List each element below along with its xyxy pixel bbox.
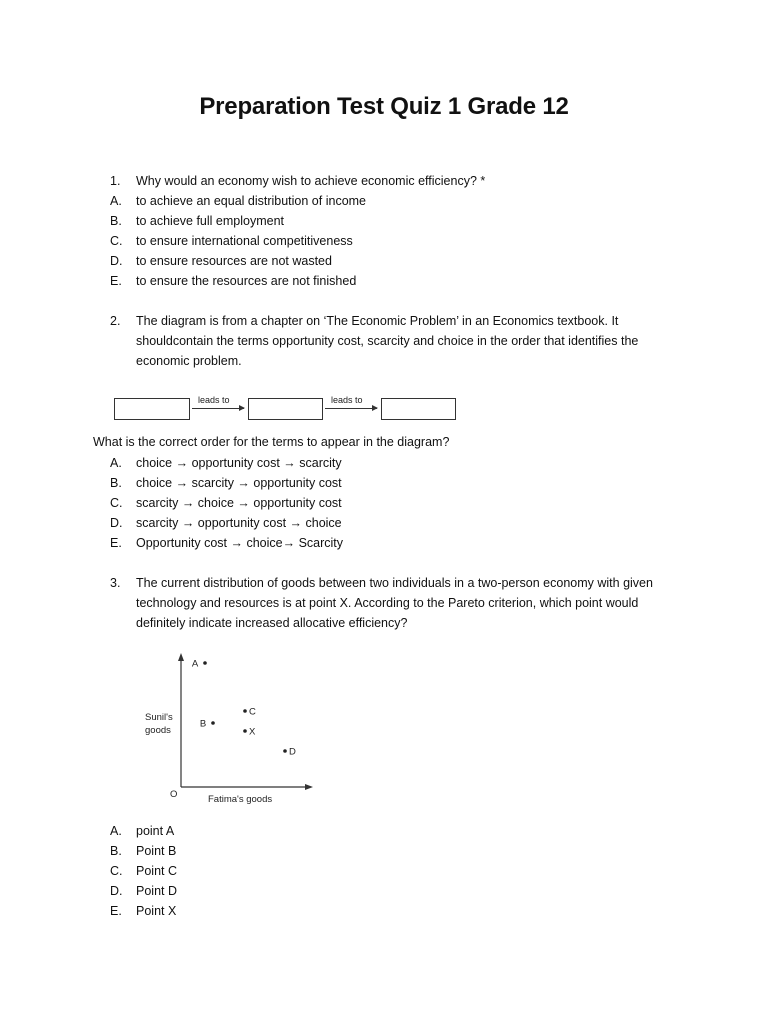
point-x-label: X bbox=[249, 726, 256, 738]
option-letter: D. bbox=[110, 516, 123, 530]
plot-points bbox=[192, 659, 296, 758]
flow-empty-box bbox=[248, 398, 323, 420]
option-letter: E. bbox=[110, 904, 122, 918]
option-text: choice → scarcity → opportunity cost bbox=[136, 476, 342, 490]
option-text: Point D bbox=[136, 884, 177, 898]
option-text: Point C bbox=[136, 864, 177, 878]
option-letter: A. bbox=[110, 456, 122, 470]
option-letter: B. bbox=[110, 844, 122, 858]
y-axis-label-line-1: Sunil's bbox=[145, 712, 173, 723]
option-text: scarcity → choice → opportunity cost bbox=[136, 496, 342, 510]
point-c-label: C bbox=[249, 706, 256, 718]
point-a-dot bbox=[203, 661, 207, 665]
option-text: Point X bbox=[136, 904, 177, 918]
option-text: Opportunity cost → choice→ Scarcity bbox=[136, 536, 344, 550]
origin-label: O bbox=[170, 789, 178, 800]
option-text: point A bbox=[136, 824, 175, 838]
flow-arrow bbox=[192, 408, 244, 409]
option-letter: E. bbox=[110, 536, 122, 550]
option-letter: B. bbox=[110, 214, 122, 228]
point-a-label: A bbox=[191, 658, 199, 670]
x-axis-label: Fatima's goods bbox=[208, 794, 273, 805]
option-letter: D. bbox=[110, 254, 123, 268]
option-text: Point B bbox=[136, 844, 177, 858]
x-axis-arrowhead bbox=[305, 784, 313, 790]
option-text: to ensure international competitiveness bbox=[136, 234, 353, 248]
question-2-prompt: What is the correct order for the terms to appear in the diagram? bbox=[93, 435, 450, 449]
question-number: 2. bbox=[110, 314, 121, 328]
option-letter: C. bbox=[110, 234, 123, 248]
question-number: 1. bbox=[110, 174, 121, 188]
question-text-line: The diagram is from a chapter on ‘The Economic Problem’ in an Economics textbook. It bbox=[136, 314, 619, 328]
y-axis-arrowhead bbox=[178, 653, 184, 661]
point-d-dot bbox=[283, 749, 287, 753]
flow-arrow-label: leads to bbox=[198, 395, 230, 405]
question-text-line: technology and resources is at point X. According to the Pareto criterion, which point would bbox=[136, 596, 639, 610]
option-letter: C. bbox=[110, 496, 123, 510]
option-letter: C. bbox=[110, 864, 123, 878]
point-x-dot bbox=[243, 729, 247, 733]
point-c-dot bbox=[243, 709, 247, 713]
y-axis-label-line-2: goods bbox=[145, 725, 171, 736]
point-d-label: D bbox=[289, 746, 296, 758]
option-text: to achieve full employment bbox=[136, 214, 284, 228]
option-text: to achieve an equal distribution of income bbox=[136, 194, 367, 208]
quiz-title: Preparation Test Quiz 1 Grade 12 bbox=[199, 93, 569, 120]
option-text: to ensure resources are not wasted bbox=[136, 254, 332, 268]
option-letter: A. bbox=[110, 824, 122, 838]
point-b-label: B bbox=[199, 718, 207, 730]
flow-arrow bbox=[325, 408, 377, 409]
question-text-line: economic problem. bbox=[136, 354, 242, 368]
option-letter: B. bbox=[110, 476, 122, 490]
question-text-line: The current distribution of goods between two individuals in a two-person economy with given bbox=[136, 576, 653, 590]
pareto-figure bbox=[130, 645, 330, 815]
option-letter: A. bbox=[110, 194, 122, 208]
question-number: 3. bbox=[110, 576, 121, 590]
flow-empty-box bbox=[381, 398, 456, 420]
question-text-line: definitely indicate increased allocative efficiency? bbox=[136, 616, 408, 630]
flow-arrow-label: leads to bbox=[331, 395, 363, 405]
flow-empty-box bbox=[114, 398, 190, 420]
option-letter: D. bbox=[110, 884, 123, 898]
option-letter: E. bbox=[110, 274, 122, 288]
question-text-line: shouldcontain the terms opportunity cost, scarcity and choice in the order that identifies the bbox=[136, 334, 639, 348]
option-text: scarcity → opportunity cost → choice bbox=[136, 516, 342, 530]
option-text: to ensure the resources are not finished bbox=[136, 274, 357, 288]
point-b-dot bbox=[211, 721, 215, 725]
option-text: choice → opportunity cost → scarcity bbox=[136, 456, 342, 470]
question-text: Why would an economy wish to achieve economic efficiency? * bbox=[136, 174, 486, 188]
